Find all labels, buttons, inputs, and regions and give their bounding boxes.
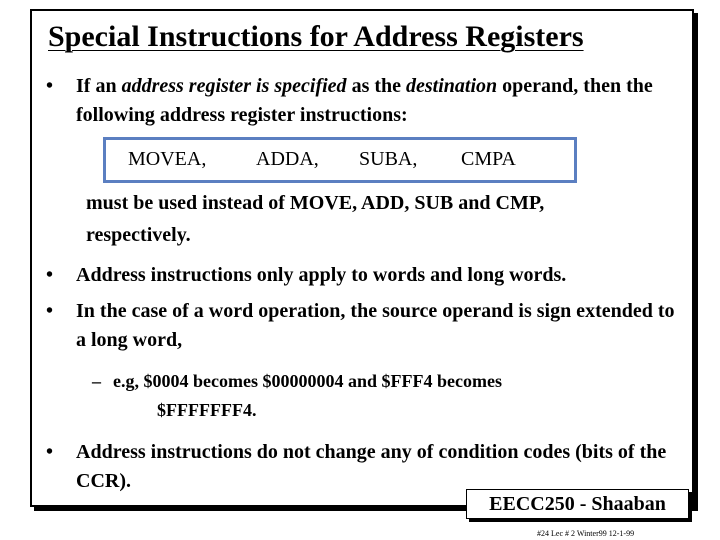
instruction-suba: SUBA, <box>359 148 418 170</box>
bullet-4-text: Address instructions do not change any of condition codes (bits of the CCR). <box>76 441 667 492</box>
note-line-2: respectively. <box>86 224 191 246</box>
bullet-dot: • <box>46 75 54 97</box>
slide-title: Special Instructions for Address Registers <box>48 20 584 53</box>
note-line-1: must be used instead of MOVE, ADD, SUB and CMP, <box>86 192 545 214</box>
bullet-dot: • <box>46 300 54 322</box>
footer-text: EECC250 - Shaaban <box>489 493 666 515</box>
instruction-adda: ADDA, <box>256 148 319 170</box>
instruction-cmpa: CMPA <box>461 148 516 170</box>
sub-bullet-dash: – <box>92 371 101 391</box>
footer-badge <box>466 489 689 519</box>
bullet-dot: • <box>46 441 54 463</box>
slide-footnote: #24 Lec # 2 Winter99 12-1-99 <box>537 529 635 538</box>
bullet-3-text: In the case of a word operation, the source operand is sign extended to a long word, <box>76 300 675 351</box>
sub-bullet-line-2: $FFFFFFF4. <box>157 400 257 420</box>
instruction-movea: MOVEA, <box>128 148 207 170</box>
bullet-dot: • <box>46 264 54 286</box>
bullet-1-text: If an address register is specified as the destination operand, then the following address register instructions: <box>76 75 653 126</box>
sub-bullet-line-1: e.g, $0004 becomes $00000004 and $FFF4 becomes <box>113 371 502 391</box>
bullet-2-text: Address instructions only apply to words and long words. <box>76 264 567 286</box>
